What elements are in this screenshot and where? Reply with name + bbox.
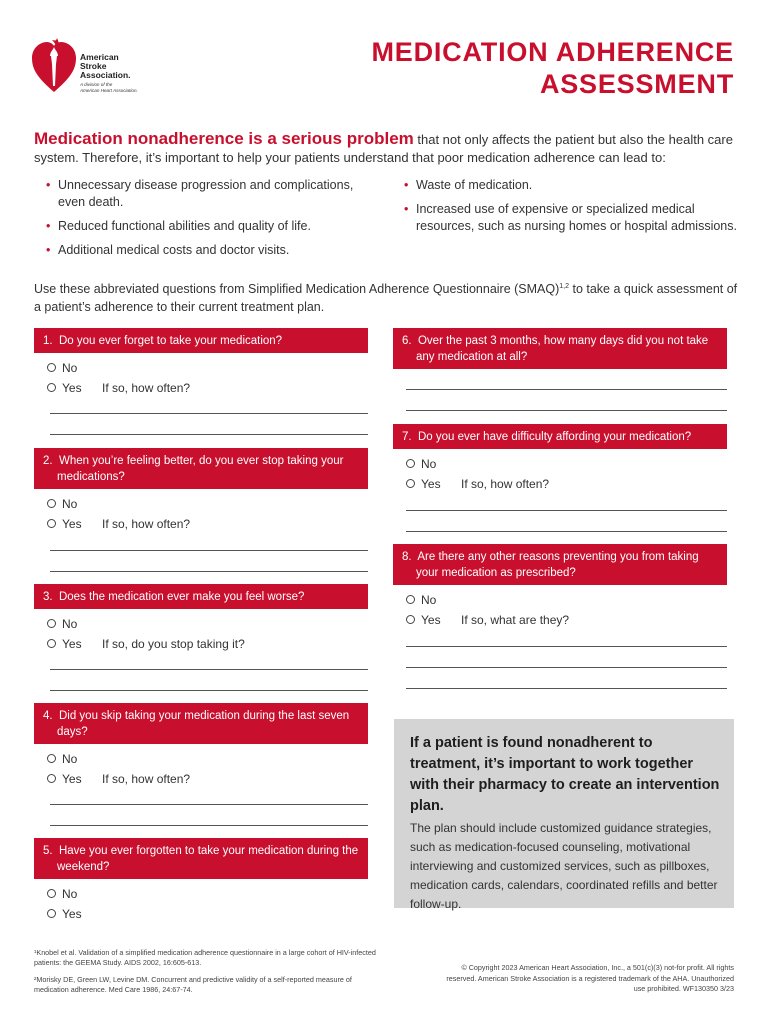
follow-up-prompt: If so, do you stop taking it? bbox=[102, 637, 245, 651]
list-item: • Increased use of expensive or specialized medical resources, such as nursing homes or hospital admissions. bbox=[404, 202, 737, 233]
answer-line[interactable] bbox=[406, 410, 727, 411]
answer-line[interactable] bbox=[50, 669, 368, 670]
list-item: • Additional medical costs and doctor visits. bbox=[46, 243, 290, 257]
option-no[interactable]: No bbox=[393, 590, 727, 610]
follow-up-prompt: If so, how often? bbox=[102, 381, 191, 395]
page-title: MEDICATION ADHERENCE ASSESSMENT bbox=[371, 37, 734, 99]
answer-line[interactable] bbox=[50, 571, 368, 572]
radio-button[interactable] bbox=[47, 774, 56, 783]
intro-lead: Medication nonadherence is a serious problem bbox=[34, 129, 414, 148]
intro-paragraph bbox=[34, 130, 734, 167]
list-item: • Waste of medication. bbox=[404, 178, 533, 192]
question-header: 6. Over the past 3 months, how many days did you not take any medication at all? bbox=[393, 328, 727, 369]
footnote-2: ²Morisky DE, Green LW, Levine DM. Concurrent and predictive validity of a self-reported measure of medication adherence. Med Care 1986, 24:67-74. bbox=[34, 975, 352, 994]
answer-line[interactable] bbox=[406, 646, 727, 647]
consequences-list-right bbox=[402, 177, 737, 242]
radio-button[interactable] bbox=[406, 595, 415, 604]
callout-body: The plan should include customized guidance strategies, such as medication-focused counseling, motivational interviewing and customized services, such as pillboxes, medication cards, calendars, coordinated refills and better follow-up. bbox=[410, 821, 718, 911]
question-3 bbox=[34, 584, 368, 691]
intro-text: that not only affects the patient but also the health care system. Therefore, it’s important to help your patients understand that poor medication adherence can lead to: bbox=[34, 132, 733, 165]
radio-button[interactable] bbox=[47, 383, 56, 392]
brand-name: American Stroke Association. bbox=[80, 52, 131, 80]
answer-line[interactable] bbox=[50, 413, 368, 414]
question-2 bbox=[34, 448, 368, 572]
answer-line[interactable] bbox=[406, 531, 727, 532]
option-no[interactable]: No bbox=[34, 358, 368, 378]
consequences-list-left bbox=[44, 177, 354, 266]
question-8 bbox=[393, 544, 727, 689]
answer-line[interactable] bbox=[406, 389, 727, 390]
option-no[interactable]: No bbox=[393, 454, 727, 474]
option-yes[interactable]: Yes bbox=[34, 904, 368, 924]
option-yes[interactable]: Yes If so, how often? bbox=[34, 769, 368, 789]
radio-button[interactable] bbox=[47, 499, 56, 508]
option-yes[interactable]: Yes If so, what are they? bbox=[393, 610, 727, 630]
answer-line[interactable] bbox=[50, 804, 368, 805]
option-yes[interactable]: Yes If so, how often? bbox=[34, 378, 368, 398]
radio-button[interactable] bbox=[47, 754, 56, 763]
radio-button[interactable] bbox=[47, 909, 56, 918]
smaq-instructions: Use these abbreviated questions from Simplified Medication Adherence Questionnaire (SMAQ)$^{1,2}$ to take a quick assessment of a patient’s adherence to their current treatment plan. bbox=[34, 282, 738, 315]
radio-button[interactable] bbox=[406, 459, 415, 468]
footnote-1: ¹Knobel et al. Validation of a simplified medication adherence questionnaire in a large cohort of HIV-infected patients: the GEEMA Study. AIDS 2002, 16:605-613. bbox=[34, 948, 376, 967]
radio-button[interactable] bbox=[406, 479, 415, 488]
option-no[interactable]: No bbox=[34, 749, 368, 769]
question-header: 2. When you’re feeling better, do you ever stop taking your medications? bbox=[34, 448, 368, 489]
answer-line[interactable] bbox=[50, 690, 368, 691]
radio-button[interactable] bbox=[47, 363, 56, 372]
question-7 bbox=[393, 424, 727, 532]
follow-up-prompt: If so, how often? bbox=[102, 772, 191, 786]
list-item: • Reduced functional abilities and quality of life. bbox=[46, 219, 311, 233]
intervention-callout bbox=[394, 719, 734, 911]
answer-line[interactable] bbox=[50, 825, 368, 826]
radio-button[interactable] bbox=[47, 639, 56, 648]
question-header: 5. Have you ever forgotten to take your medication during the weekend? bbox=[34, 838, 368, 879]
option-no[interactable]: No bbox=[34, 884, 368, 904]
brand-subtitle: A division of the American Heart Association. bbox=[80, 82, 138, 93]
heart-torch-icon bbox=[30, 34, 78, 96]
question-6 bbox=[393, 328, 727, 411]
answer-line[interactable] bbox=[50, 434, 368, 435]
option-yes[interactable]: Yes If so, how often? bbox=[34, 514, 368, 534]
answer-line[interactable] bbox=[406, 510, 727, 511]
follow-up-prompt: If so, how often? bbox=[461, 477, 550, 491]
copyright-notice: © Copyright 2023 American Heart Association, Inc., a 501(c)(3) not-for profit. All rights reserved. American Stroke Association is a registered trademark of the AHA. Unauthorized use prohibited. WF130350 3/23 bbox=[446, 963, 734, 993]
question-1 bbox=[34, 328, 368, 435]
follow-up-prompt: If so, how often? bbox=[102, 517, 191, 531]
answer-line[interactable] bbox=[406, 667, 727, 668]
option-yes[interactable]: Yes If so, how often? bbox=[393, 474, 727, 494]
option-no[interactable]: No bbox=[34, 494, 368, 514]
list-item: • Unnecessary disease progression and complications, even death. bbox=[46, 178, 354, 209]
radio-button[interactable] bbox=[47, 619, 56, 628]
follow-up-prompt: If so, what are they? bbox=[461, 613, 570, 627]
option-yes[interactable]: Yes If so, do you stop taking it? bbox=[34, 634, 368, 654]
question-4 bbox=[34, 703, 368, 826]
question-header: 4. Did you skip taking your medication during the last seven days? bbox=[34, 703, 368, 744]
radio-button[interactable] bbox=[406, 615, 415, 624]
question-5 bbox=[34, 838, 368, 924]
answer-line[interactable] bbox=[50, 550, 368, 551]
question-header: 3. Does the medication ever make you feel worse? bbox=[34, 584, 368, 609]
option-no[interactable]: No bbox=[34, 614, 368, 634]
answer-line[interactable] bbox=[406, 688, 727, 689]
question-header: 1. Do you ever forget to take your medication? bbox=[34, 328, 368, 353]
asa-logo bbox=[30, 34, 160, 98]
question-header: 8. Are there any other reasons preventing you from taking your medication as prescribed? bbox=[393, 544, 727, 585]
radio-button[interactable] bbox=[47, 889, 56, 898]
callout-heading: If a patient is found nonadherent to treatment, it’s important to work together with their pharmacy to create an intervention plan. bbox=[410, 735, 720, 814]
radio-button[interactable] bbox=[47, 519, 56, 528]
question-header: 7. Do you ever have difficulty affording your medication? bbox=[393, 424, 727, 449]
